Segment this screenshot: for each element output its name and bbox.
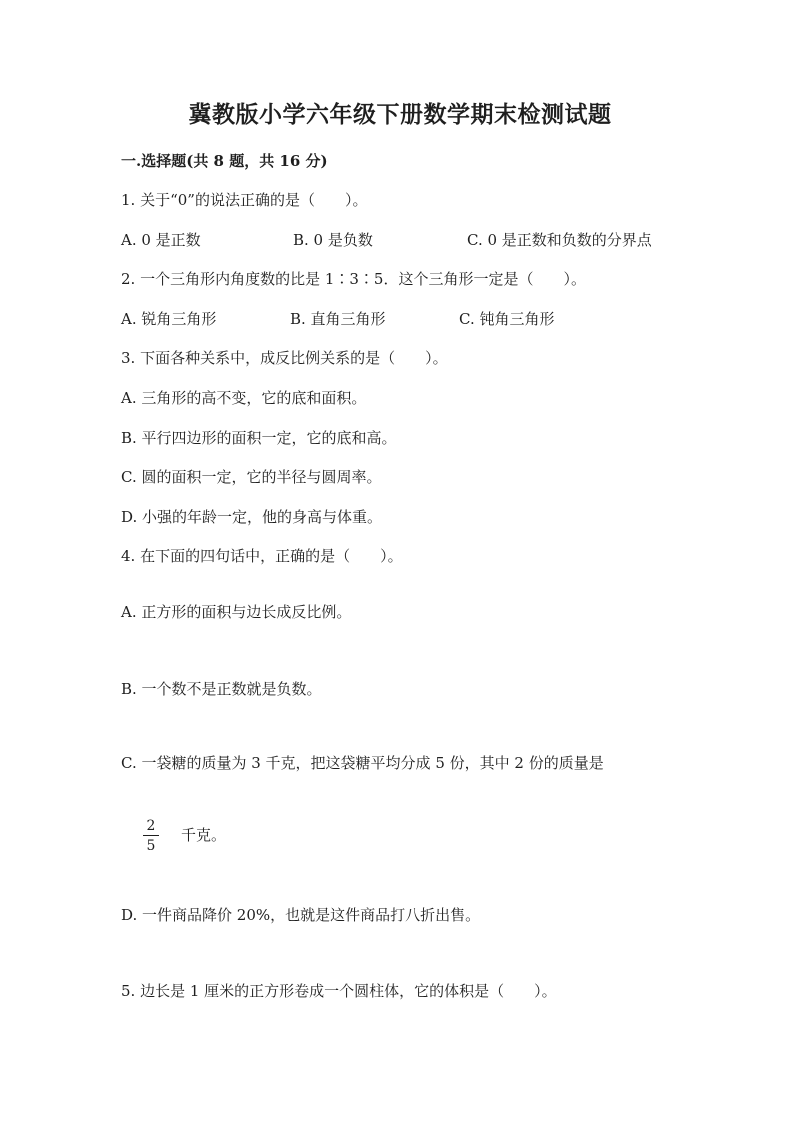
question-3-option-a: A. 三角形的高不变，它的底和面积。 [121, 389, 367, 407]
fraction-denominator: 5 [146, 838, 156, 854]
fraction-bar [143, 835, 159, 836]
section-heading: 一.选择题(共 8 题，共 16 分) [121, 152, 328, 170]
question-1-option-a: A. 0 是正数 [121, 231, 201, 249]
page-title: 冀教版小学六年级下册数学期末检测试题 [188, 101, 612, 128]
question-3-option-d: D. 小强的年龄一定，他的身高与体重。 [121, 508, 383, 526]
question-2-option-a: A. 锐角三角形 [121, 310, 217, 328]
question-1-stem: 1. 关于“0”的说法正确的是（ ）。 [121, 191, 368, 209]
question-5-stem: 5. 边长是 1 厘米的正方形卷成一个圆柱体，它的体积是（ ）。 [121, 982, 557, 1000]
question-2-option-c: C. 钝角三角形 [459, 310, 555, 328]
question-4-option-a: A. 正方形的面积与边长成反比例。 [121, 603, 352, 621]
question-2-option-b: B. 直角三角形 [290, 310, 386, 328]
question-1-option-c: C. 0 是正数和负数的分界点 [467, 231, 652, 249]
question-4-option-d: D. 一件商品降价 20%，也就是这件商品打八折出售。 [121, 906, 481, 924]
question-2-stem: 2. 一个三角形内角度数的比是 1∶3∶5．这个三角形一定是（ ）。 [121, 270, 586, 288]
question-3-option-c: C. 圆的面积一定，它的半径与圆周率。 [121, 468, 382, 486]
question-4-option-b: B. 一个数不是正数就是负数。 [121, 680, 322, 698]
fraction-numerator: 2 [146, 818, 156, 834]
fraction-two-fifths [143, 818, 159, 854]
question-1-option-b: B. 0 是负数 [293, 231, 373, 249]
question-4-option-c: C. 一袋糖的质量为 3 千克，把这袋糖平均分成 5 份，其中 2 份的质量是 [121, 754, 604, 772]
question-4-stem: 4. 在下面的四句话中，正确的是（ ）。 [121, 547, 403, 565]
question-3-option-b: B. 平行四边形的面积一定，它的底和高。 [121, 429, 397, 447]
question-3-stem: 3. 下面各种关系中，成反比例关系的是（ ）。 [121, 349, 448, 367]
fraction-unit: 千克。 [181, 826, 227, 844]
